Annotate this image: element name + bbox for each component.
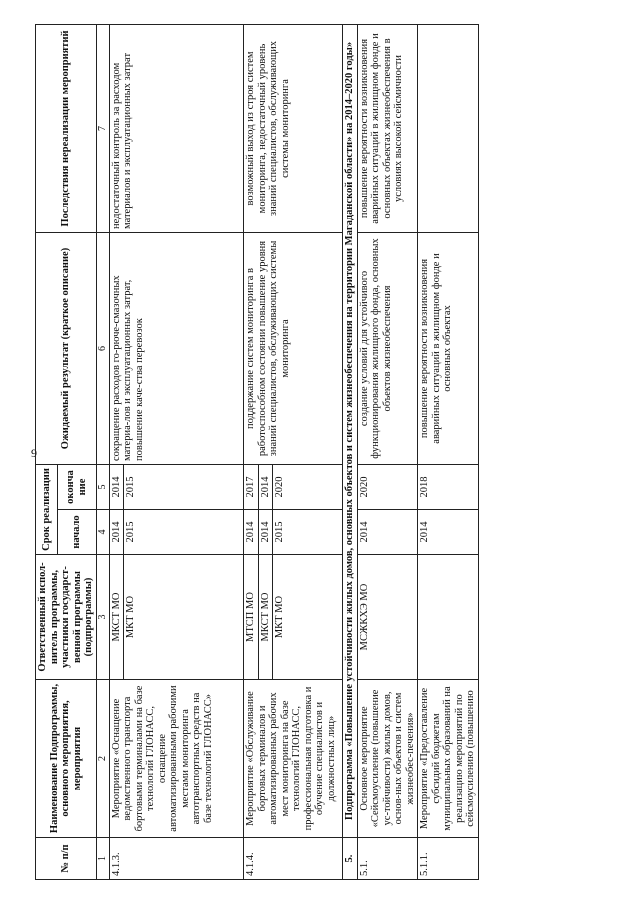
row-name: Мероприятие «Оснащение ведомственного транспорта бортовыми терминалами на базе технологий ГЛОНАСС, оснащение автоматизированными рабочими местами мониторинга автотранспортных средств на базе технологий ГЛОНАСС» xyxy=(109,680,244,838)
row-end: 2014 xyxy=(109,465,124,510)
page-number: 9 xyxy=(31,446,37,460)
row-end: 2017 xyxy=(244,465,259,510)
section-title: Подпрограмма «Повышение устойчивости жилых домов, основных объектов и систем жизнеобеспечения на территории Магаданской области» на 2014–2020 годы» xyxy=(343,25,358,838)
row-start: 2014 xyxy=(258,510,273,555)
table-row xyxy=(109,25,124,880)
row-start: 2015 xyxy=(124,510,244,555)
row-consequences: повышение вероятности возникновения аварийных ситуаций в жилищном фонде и основных объектах жизнеобеспечения в условиях высокой сейсмичности xyxy=(357,25,418,233)
row-executor: МТСП МО xyxy=(244,555,259,680)
row-end: 2015 xyxy=(124,465,244,510)
header-start: начало xyxy=(57,510,96,555)
row-num: 4.1.4. xyxy=(244,838,343,880)
row-start: 2014 xyxy=(244,510,259,555)
header-end: оконча ние xyxy=(57,465,96,510)
column-index: 4 xyxy=(96,510,109,555)
table-row xyxy=(244,25,259,880)
row-num: 5.1. xyxy=(357,838,418,880)
row-consequences xyxy=(418,25,479,233)
row-name: Мероприятие «Предоставление субсидий бюджетам муниципальных образований на реализацию мероприятий по сейсмоусилению (повышению xyxy=(418,680,479,838)
row-executor: МКСТ МО xyxy=(258,555,273,680)
row-executor: МКСТ МО xyxy=(109,555,124,680)
row-result: повышение вероятности возникновения аварийных ситуаций в жилищном фонде и основных объектах xyxy=(418,233,479,465)
row-executor: МСЖКХЭ МО xyxy=(357,555,418,680)
row-consequences: недостаточный контроль за расходом материалов и эксплуатационных затрат xyxy=(109,25,244,233)
column-index: 3 xyxy=(96,555,109,680)
measures-table xyxy=(35,24,479,880)
header-term: Срок реализации xyxy=(36,465,58,555)
row-consequences: возможный выход из строя систем мониторинга, недостаточный уровень знаний специалистов, обслуживающих системы мониторинга xyxy=(244,25,343,233)
row-name: Основное мероприятие «Сейсмоусиление (повышение ус-тойчивости) жилых домов, основ-ных объектов и систем жизнеобес-печения» xyxy=(357,680,418,838)
column-index: 2 xyxy=(96,680,109,838)
column-index: 1 xyxy=(96,838,109,880)
rotated-table-sheet xyxy=(35,25,615,880)
row-end: 2014 xyxy=(258,465,273,510)
row-start: 2014 xyxy=(357,510,418,555)
header-name: Наименование Подпрограммы, основного мероприятия, мероприятия xyxy=(36,680,97,838)
column-index: 7 xyxy=(96,25,109,233)
header-consequences: Последствия нереализации мероприятий xyxy=(36,25,97,233)
header-executor: Ответственный испол-нитель программы, участники государст-венной программы (подпрограммы) xyxy=(36,555,97,680)
row-start: 2015 xyxy=(273,510,343,555)
header-num: № п/п xyxy=(36,838,97,880)
row-end: 2018 xyxy=(418,465,479,510)
table-row xyxy=(418,25,479,880)
row-result: сокращение расходов го-рюче-смазочных материа-лов и эксплуатационных затрат, повышение каче-ства перевозок xyxy=(109,233,244,465)
row-num: 5.1.1. xyxy=(418,838,479,880)
section-num: 5. xyxy=(343,838,358,880)
row-executor: МКТ МО xyxy=(273,555,343,680)
header-result: Ожидаемый результат (краткое описание) xyxy=(36,233,97,465)
row-end: 2020 xyxy=(357,465,418,510)
section-row xyxy=(343,25,358,880)
row-executor: МКТ МО xyxy=(124,555,244,680)
column-index: 5 xyxy=(96,465,109,510)
row-start: 2014 xyxy=(418,510,479,555)
column-index-row xyxy=(96,25,109,880)
row-result: поддержание систем мониторинга в работоспособном состоянии повышение уровня знаний специалистов, обслуживающих системы мониторинга xyxy=(244,233,343,465)
row-end: 2020 xyxy=(273,465,343,510)
row-name: Мероприятие «Обслуживание бортовых терминалов и автоматизированных рабочих мест мониторинга на базе технологий ГЛОНАСС, профессиональная подготовка и обучение специалистов и должностных лиц» xyxy=(244,680,343,838)
row-executor xyxy=(418,555,479,680)
row-num: 4.1.3. xyxy=(109,838,244,880)
table-row xyxy=(357,25,418,880)
row-start: 2014 xyxy=(109,510,124,555)
column-index: 6 xyxy=(96,233,109,465)
row-result: создание условий для устойчивого функционирования жилищного фонда, основных объектов жизнеобеспечения xyxy=(357,233,418,465)
